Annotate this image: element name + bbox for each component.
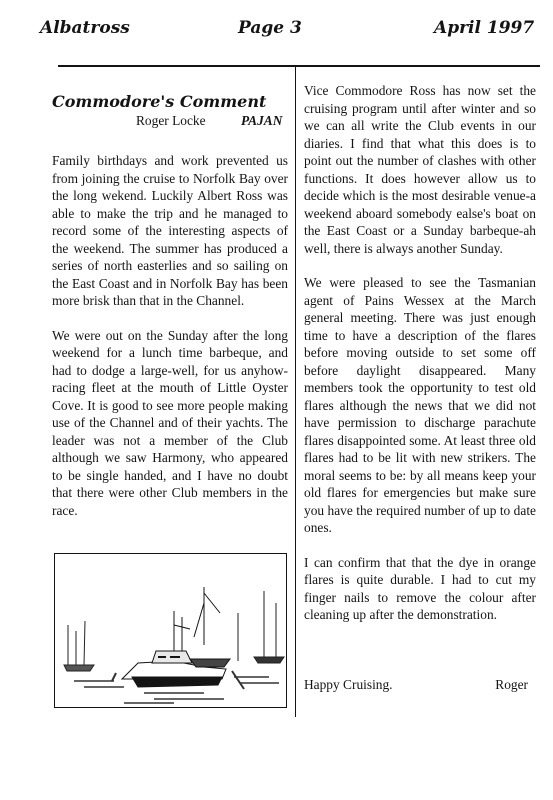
issue-date: April 1997 — [434, 18, 535, 38]
closing-text: Happy Cruising. — [304, 676, 393, 692]
byline — [52, 112, 288, 134]
signature: Roger — [495, 676, 528, 692]
paragraph: Vice Commodore Ross has now set the cruising program until after winter and so we can all write the Club events in our diaries. I find that what this does is to point out the number of clashes with other functions. It does however allow us to decide which is the most desirable venue-a weekend aboard somebody ealse's boat on the East Coast or a Sunday barbeque-ah well, there is always another Sunday. — [304, 83, 536, 256]
column-divider — [295, 67, 296, 717]
paragraph: I can confirm that that the dye in orange flares is quite durable. I had to cut my finger nails to remove the colour after cleaning up after the demonstration. — [304, 554, 536, 622]
paragraph: We were pleased to see the Tasmanian agent of Pains Wessex at the March general meeting. There was just enough time to have a description of the flares before moving outside to set some off before daylight disappeared. Many members took the opportunity to test old flares although the news that we did not have permission to discharge parachute flares disappointed some. At least three old flares had to be lit with new strikers. The moral seems to be: by all means keep your old flares for emergencies but make sure you have the required number of up to date ones. — [304, 275, 536, 535]
sign-off — [304, 676, 536, 694]
newsletter-name: Albatross — [40, 18, 130, 38]
article-title: Commodore's Comment — [52, 92, 267, 111]
paragraph: We were out on the Sunday after the long weekend for a lunch time barbeque, and had to dodge a large-well, for us anyhow-racing fleet at the mouth of Little Oyster Cove. It is good to see more people making use of the Channel and of their yachts. The leader was not a member of the Club although we saw Harmony, who appeared to be single handed, and I have no doubt that there were other Club members in the race. — [52, 327, 288, 518]
header-rule — [58, 65, 540, 67]
page-number: Page 3 — [238, 18, 302, 38]
harbour-sketch-image — [54, 553, 287, 708]
right-column — [304, 82, 536, 694]
boat-name: PAJAN — [241, 113, 283, 128]
left-column — [52, 92, 288, 536]
paragraph: Family birthdays and work prevented us from joining the cruise to Norfolk Bay over the long wekend. Luckily Albert Ross was able to make the trip and he managed to record some of the interesting aspects of the weekend. The summer has produced a series of north easterlies and so sailing on the East Coast and in Norfolk Bay has been more brisk than that in the Channel. — [52, 153, 288, 308]
author-name: Roger Locke — [136, 113, 206, 128]
